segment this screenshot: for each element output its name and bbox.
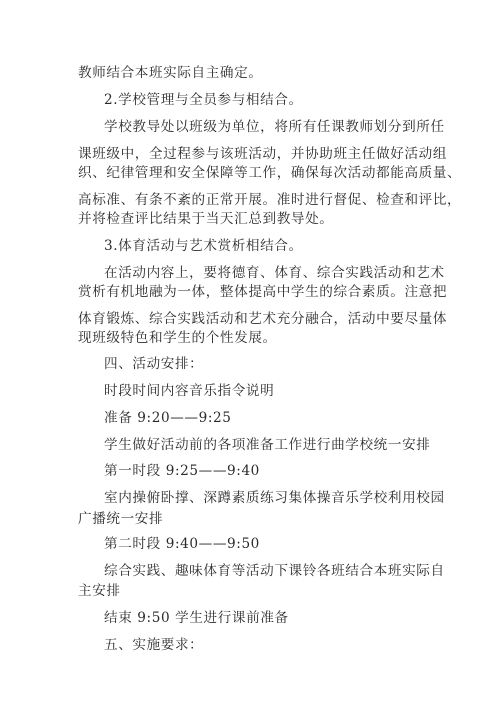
schedule-period: 第一时段 9:25——9:40 (104, 463, 260, 479)
paragraph-line: 课班级中，全过程参与该班活动，并协助班主任做好活动组 (78, 146, 448, 162)
schedule-description: 室内操俯卧撑、深蹲素质练习集体操音乐学校利用校园 (104, 490, 445, 506)
paragraph-line: 赏析有机地融为一体，整体提高中学生的综合素质。注意把 (78, 284, 448, 300)
paragraph-line: 并将检查评比结果于当天汇总到教导处。 (78, 211, 334, 227)
schedule-header: 时段时间内容音乐指令说明 (104, 383, 275, 399)
paragraph-line: 高标准、有条不紊的正常开展。准时进行督促、检查和评比， (78, 192, 462, 208)
section-heading: 四、活动安排： (104, 356, 204, 372)
paragraph-line: 现班级特色和学生的个性发展。 (78, 330, 277, 346)
schedule-period: 第二时段 9:40——9:50 (104, 536, 260, 552)
schedule-description: 主安排 (78, 583, 121, 599)
section-heading: 2.学校管理与全员参与相结合。 (104, 92, 303, 108)
schedule-description: 学生做好活动前的各项准备工作进行曲学校统一安排 (104, 437, 431, 453)
paragraph-line: 教师结合本班实际自主确定。 (78, 65, 263, 81)
schedule-period: 准备 9:20——9:25 (104, 410, 232, 426)
schedule-description: 广播统一安排 (78, 511, 164, 527)
section-heading: 五、实施要求： (104, 637, 204, 653)
schedule-description: 综合实践、趣味体育等活动下课铃各班结合本班实际自 (104, 563, 445, 579)
paragraph-line: 学校教导处以班级为单位，将所有任课教师划分到所任 (104, 119, 445, 135)
paragraph-line: 织、纪律管理和安全保障等工作，确保每次活动都能高质量、 (78, 165, 462, 181)
section-heading: 3.体育活动与艺术赏析相结合。 (104, 238, 303, 254)
paragraph-line: 体育锻炼、综合实践活动和艺术充分融合，活动中要尽量体 (78, 311, 448, 327)
schedule-period: 结束 9:50 学生进行课前准备 (104, 610, 289, 626)
paragraph-line: 在活动内容上，要将德育、体育、综合实践活动和艺术 (104, 265, 445, 281)
